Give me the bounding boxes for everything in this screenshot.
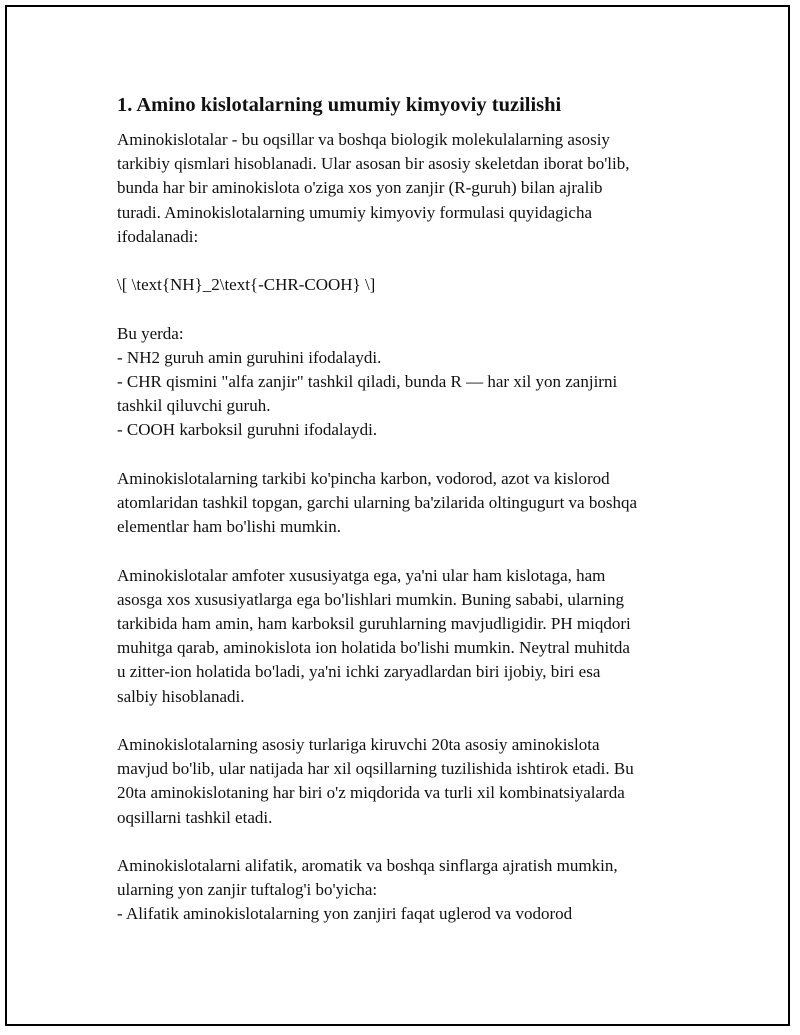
section-heading: 1. Amino kislotalarning umumiy kimyoviy tuzilishi <box>117 94 562 116</box>
text-line: oqsillarni tashkil etadi. <box>117 807 273 827</box>
document-body <box>117 92 692 927</box>
text-line: \[ \text{NH}_2\text{-CHR-COOH} \] <box>117 275 376 295</box>
text-line: ifodalanadi: <box>117 226 199 246</box>
text-line: ularning yon zanjir tuftalog'i bo'yicha: <box>117 880 378 900</box>
text-line: muhitga qarab, aminokislota ion holatida bo'lishi mumkin. Neytral muhitda <box>117 638 630 658</box>
blank-line <box>117 539 692 563</box>
text-line: Bu yerda: <box>117 323 184 343</box>
text-line: Aminokislotalar - bu oqsillar va boshqa biologik molekulalarning asosiy <box>117 130 610 149</box>
blank-line <box>117 830 692 854</box>
text-line: - NH2 guruh amin guruhini ifodalaydi. <box>117 347 382 367</box>
text-line: - Alifatik aminokislotalarning yon zanjiri faqat uglerod va vodorod <box>117 904 573 924</box>
text-line: asosga xos xususiyatlarga ega bo'lishlari mumkin. Buning sababi, ularning <box>117 589 625 609</box>
text-line: atomlaridan tashkil topgan, garchi ularning ba'zilarida oltingugurt va boshqa <box>117 493 638 512</box>
text-line: Aminokislotalarning tarkibi ko'pincha karbon, vodorod, azot va kislorod <box>117 468 610 488</box>
text-line: - CHR qismini "alfa zanjir" tashkil qiladi, bunda R — har xil yon zanjirni <box>117 372 618 391</box>
text-line: Aminokislotalarni alifatik, aromatik va boshqa sinflarga ajratish mumkin, <box>117 856 618 875</box>
text-line: - COOH karboksil guruhni ifodalaydi. <box>117 420 378 440</box>
text-line: Aminokislotalarning asosiy turlariga kiruvchi 20ta asosiy aminokislota <box>117 735 600 754</box>
text-line: mavjud bo'lib, ular natijada har xil oqsillarning tuzilishida ishtirok etadi. Bu <box>117 759 634 779</box>
text-line: u zitter-ion holatida bo'ladi, ya'ni ichki zaryadlardan biri ijobiy, biri esa <box>117 662 601 682</box>
text-line: turadi. Aminokislotalarning umumiy kimyoviy formulasi quyidagicha <box>117 202 592 222</box>
text-line: 20ta aminokislotaning har biri o'z miqdorida va turli xil kombinatsiyalarda <box>117 783 625 803</box>
text-line: bunda har bir aminokislota o'ziga xos yon zanjir (R-guruh) bilan ajralib <box>117 178 603 198</box>
text-line: Aminokislotalar amfoter xususiyatga ega, ya'ni ular ham kislotaga, ham <box>117 565 606 585</box>
text-line: tashkil qiluvchi guruh. <box>117 396 271 416</box>
paragraph-lines <box>117 128 692 927</box>
blank-line <box>117 249 692 273</box>
blank-line <box>117 709 692 733</box>
text-line: salbiy hisoblanadi. <box>117 686 245 706</box>
text-line: tarkibida ham amin, ham karboksil guruhlarning mavjudligidir. PH miqdori <box>117 614 631 633</box>
blank-line <box>117 443 692 467</box>
blank-line <box>117 297 692 321</box>
text-line: elementlar ham bo'lishi mumkin. <box>117 517 342 537</box>
text-line: tarkibiy qismlari hisoblanadi. Ular asosan bir asosiy skeletdan iborat bo'lib, <box>117 154 630 174</box>
